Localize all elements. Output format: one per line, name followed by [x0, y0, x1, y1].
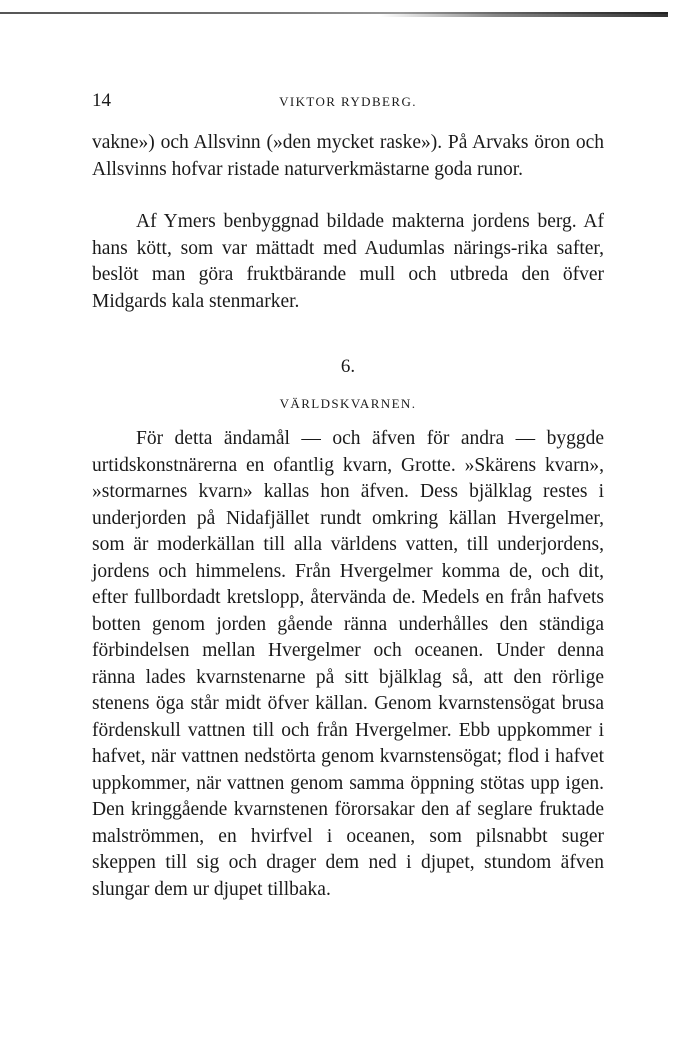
paragraph-2-text: Af Ymers benbyggnad bildade makterna jordens berg. Af hans kött, som var mättadt med Audumlas närings-rika safter, beslöt man göra fruktbärande mull och utbreda den öfver Midgards kala stenmarker.	[92, 211, 604, 312]
section-title: VÄRLDSKVARNEN.	[279, 396, 417, 411]
scan-edge-shadow	[380, 14, 668, 17]
paragraph-1	[92, 130, 604, 183]
paragraph-1-text: vakne») och Allsvinn (»den mycket raske»). På Arvaks öron och Allsvinns hofvar ristade naturverkmästarne goda runor.	[92, 132, 604, 180]
page-number: 14	[92, 90, 111, 111]
section-number: 6.	[340, 356, 356, 377]
page-header	[92, 90, 604, 114]
running-head: VIKTOR RYDBERG.	[279, 94, 417, 109]
section-body	[92, 426, 604, 903]
paragraph-2	[92, 209, 604, 315]
section-body-text: För detta ändamål — och äfven för andra — byggde urtidskonstnärerna en ofantlig kvarn, Grotte. »Skärens kvarn», »stormarnes kvarn» kallas hon äfven. Dess bjälklag restes i underjorden på Nidafjället rundt omkring källan Hvergelmer, som är moderkällan till alla världens vatten, till underjordens, jordens och himmelens. Från Hvergelmer komma de, och dit, efter fullbordadt kretslopp, återvända de. Medels en från hafvets botten genom jorden gående ränna underhålles den ständiga förbindelsen mellan Hvergelmer och oceanen. Under denna ränna lades kvarnstenarne på sitt bjälklag så, att den rörlige stenens öga står midt öfver källan. Genom kvarnstensögat brusa fördenskull vattnen till och från Hvergelmer. Ebb uppkommer i hafvet, när vattnen nedstörta genom kvarnstensögat; flod i hafvet uppkommer, när vattnen genom samma öppning stötas upp igen. Den kringgående kvarnstenen förorsakar den af seglare fruktade malströmmen, en hvirfvel i oceanen, som pilsnabbt suger skeppen till sig och drager dem ned i djupet, stundom äfven slungar dem ur djupet tillbaka.	[92, 428, 604, 900]
